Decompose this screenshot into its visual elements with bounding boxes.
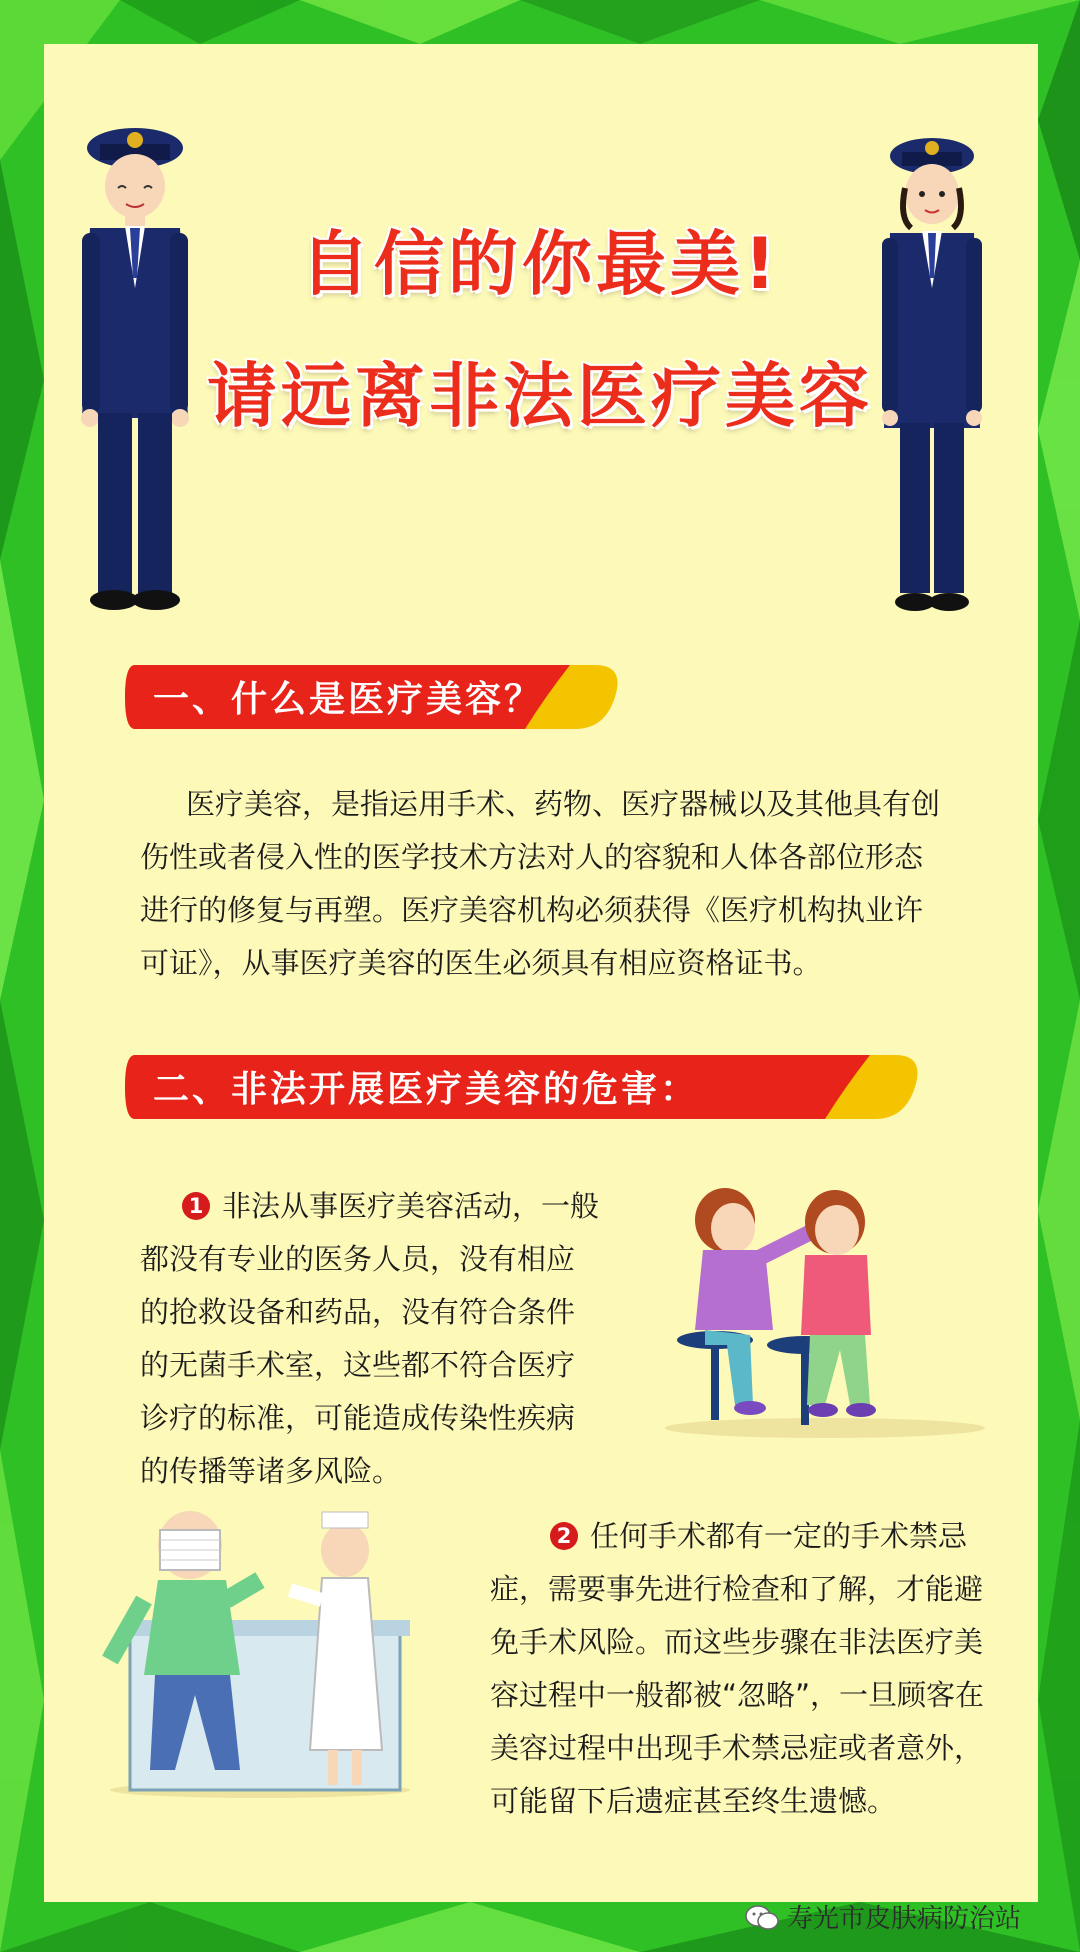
item1-text: 非法从事医疗美容活动，一般都没有专业的医务人员，没有相应的抢救设备和药品，没有符合条件的无菌手术室，这些都不符合医疗诊疗的标准，可能造成传染性疾病的传播等诸多风险。	[140, 1189, 600, 1488]
poster-title-line1: 自信的你最美!	[300, 223, 780, 305]
watermark	[745, 1898, 1021, 1935]
body-line: 进行的修复与再塑。医疗美容机构必须获得《医疗机构执业许	[140, 893, 924, 927]
body-line: 医疗美容，是指运用手术、药物、医疗器械以及其他具有创	[186, 787, 941, 821]
watermark-text: 寿光市皮肤病防治站	[787, 1904, 1022, 1934]
poster-title-line2: 请远离非法医疗美容	[207, 355, 873, 437]
body-line: 伤性或者侵入性的医学技术方法对人的容貌和人体各部位形态	[140, 840, 924, 874]
section2-heading: 二、非法开展医疗美容的危害：	[153, 1069, 700, 1110]
section2-item2	[490, 1510, 990, 1828]
item2-text: 任何手术都有一定的手术禁忌症，需要事先进行检查和了解，才能避免手术风险。而这些步骤在非法医疗美容过程中一般都被“忽略”，一旦顾客在美容过程中出现手术禁忌症或者意外，可能留下后遗症甚至终生遗憾。	[490, 1519, 985, 1818]
section2-item1	[140, 1180, 600, 1498]
item1-number-badge: 1	[182, 1192, 210, 1220]
ear-examination-illustration	[655, 1170, 995, 1440]
section2-banner	[125, 1055, 925, 1119]
item2-number-badge: 2	[550, 1522, 578, 1550]
section1-body	[140, 778, 940, 990]
body-line: 可证》，从事医疗美容的医生必须具有相应资格证书。	[140, 946, 822, 980]
wechat-icon	[745, 1904, 779, 1932]
patient-nurse-illustration	[100, 1500, 420, 1800]
section1-heading: 一、什么是医疗美容？	[153, 679, 544, 720]
section1-banner	[125, 665, 625, 729]
